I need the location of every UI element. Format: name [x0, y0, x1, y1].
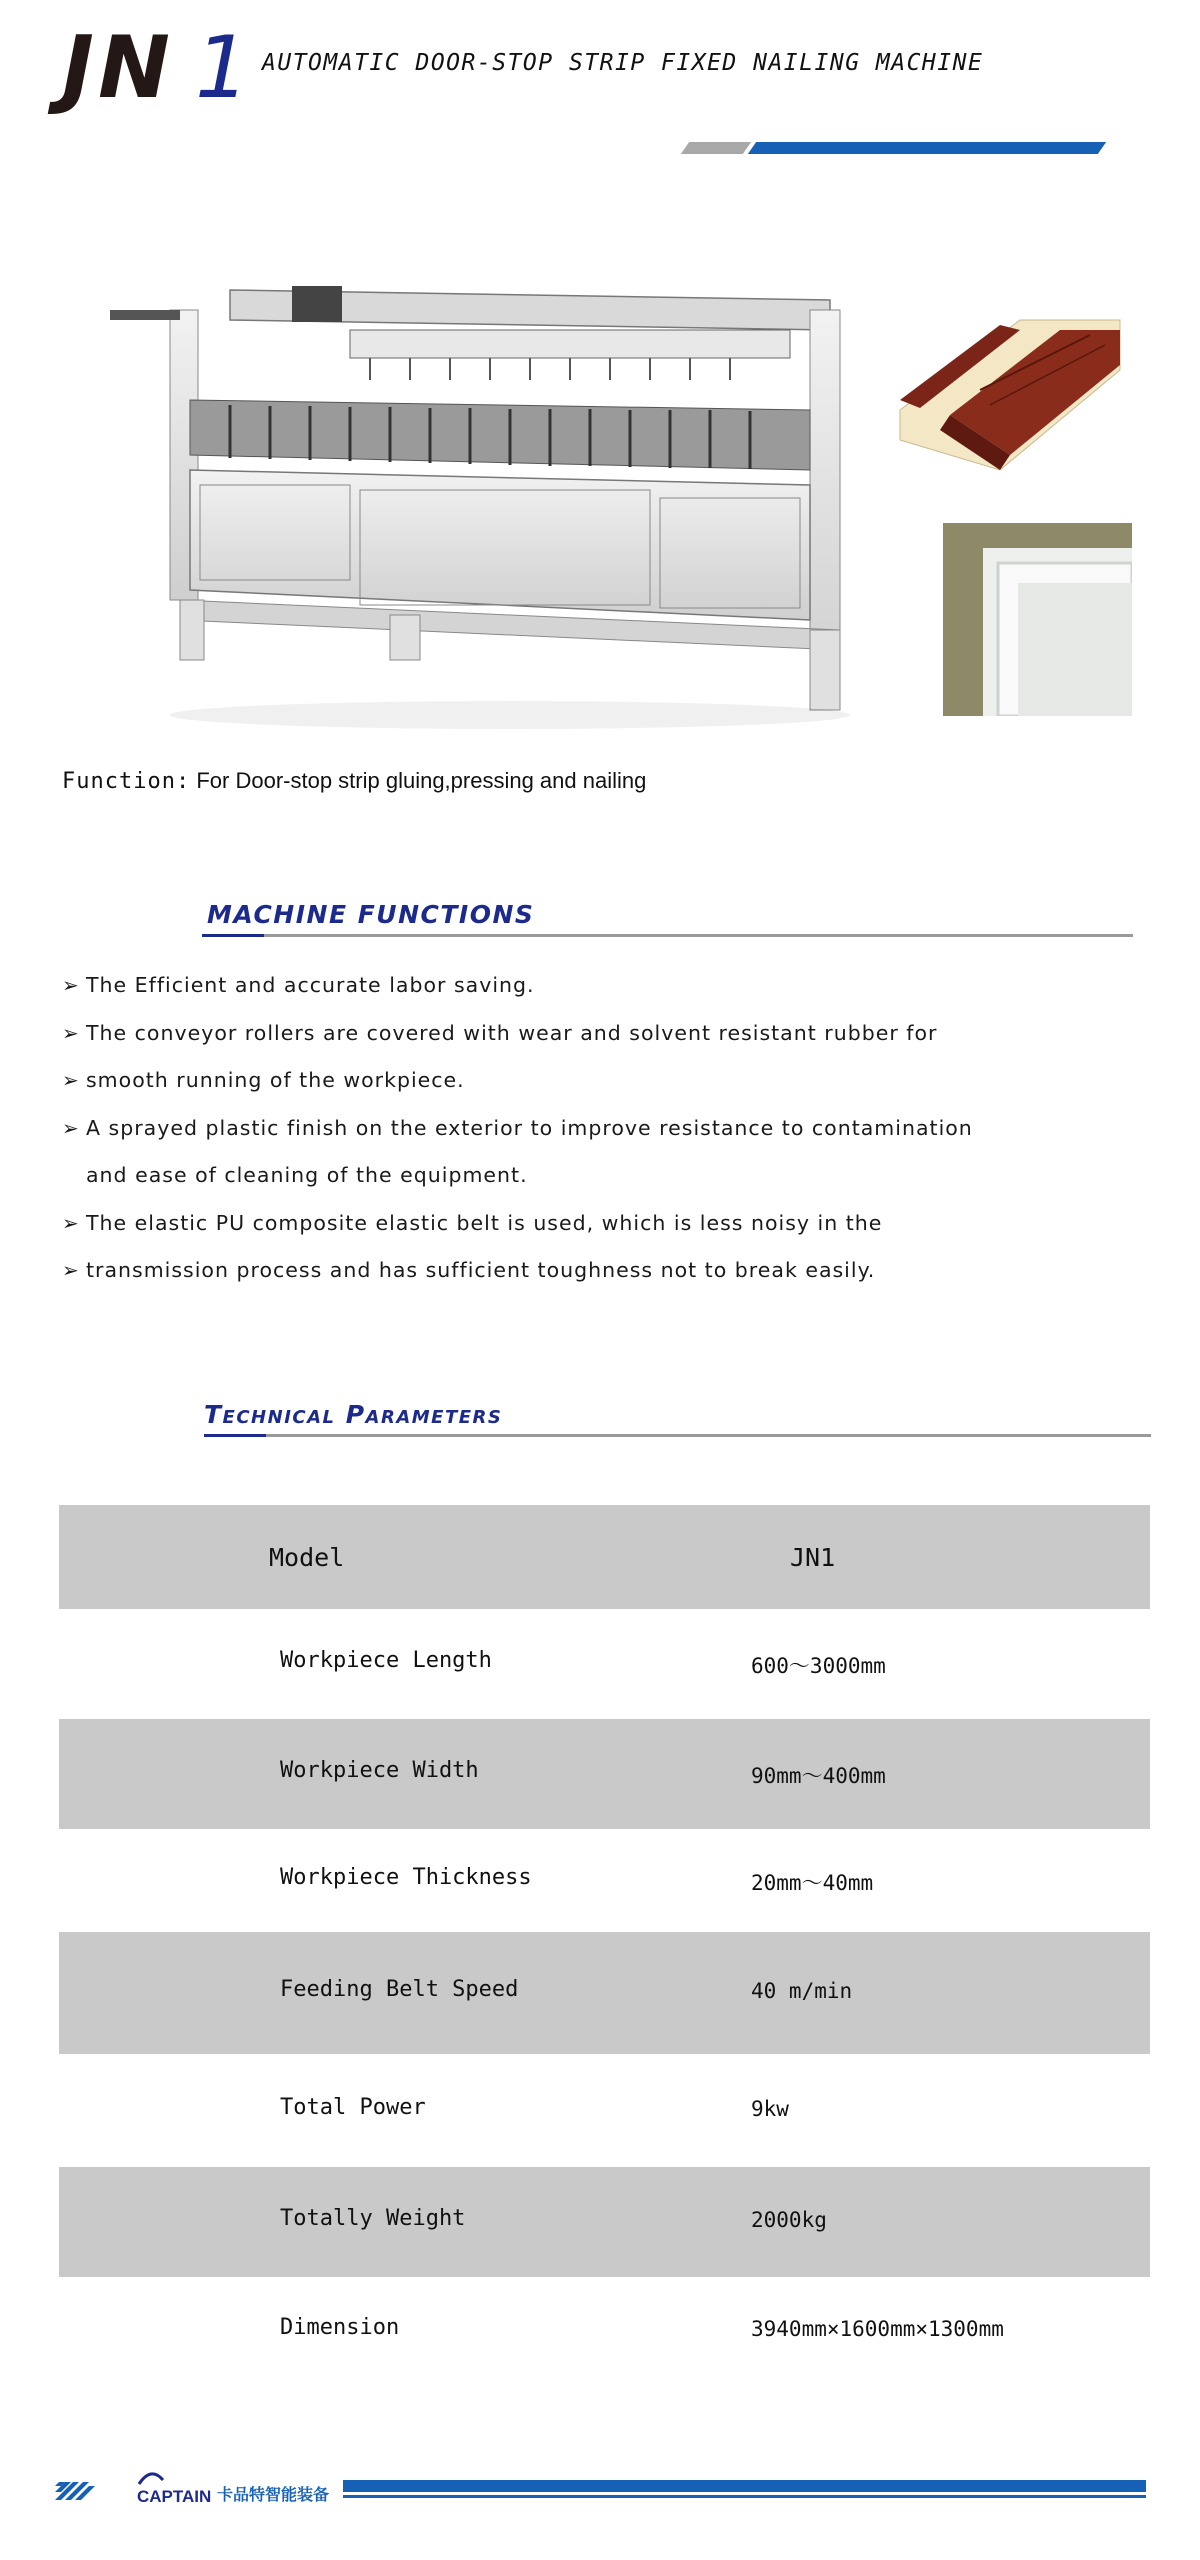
function-text: For Door-stop strip gluing,pressing and nailing: [196, 768, 647, 793]
captain-logo-icon: [137, 2470, 165, 2486]
param-value: 40 m/min: [751, 1979, 853, 2003]
function-label: Function:: [62, 769, 191, 794]
arrow-bullet-icon: ➢: [62, 1210, 80, 1235]
param-value: 90mm～400mm: [751, 1764, 886, 1788]
param-label: Workpiece Thickness: [280, 1864, 532, 1890]
door-panel-sample-image: [890, 310, 1130, 480]
table-header-label: Model: [269, 1543, 345, 1572]
param-value: 600～3000mm: [751, 1654, 886, 1678]
feature-item: [62, 1160, 1142, 1208]
table-header-value: JN1: [790, 1543, 836, 1572]
door-frame-photo: [943, 523, 1132, 716]
table-row: [59, 1932, 1150, 2054]
param-label: Dimension: [280, 2314, 400, 2340]
table-header-row: [59, 1505, 1150, 1609]
parameters-table: [59, 1505, 1150, 2384]
header-accent-blue: [748, 142, 1106, 154]
function-description: [62, 768, 646, 794]
feature-text: smooth running of the workpiece.: [86, 1068, 465, 1092]
param-value: 2000kg: [751, 2208, 827, 2232]
model-title: JN: [62, 18, 174, 118]
feature-item: [62, 1255, 1142, 1303]
feature-list: [62, 970, 1142, 1303]
heading-underline-gray: [264, 934, 1133, 937]
machine-functions-heading: MACHINE FUNCTIONS: [207, 900, 535, 929]
model-number: 1: [195, 18, 250, 118]
footer-brand: CAPTAIN: [137, 2487, 212, 2506]
param-label: Workpiece Length: [280, 1648, 492, 1673]
feature-text: The Efficient and accurate labor saving.: [86, 973, 535, 997]
param-label: Total Power: [280, 2094, 426, 2120]
feature-text: and ease of cleaning of the equipment.: [86, 1163, 528, 1187]
footer-bar: [343, 2480, 1146, 2492]
param-value: 20mm～40mm: [751, 1870, 874, 1895]
param-label: Totally Weight: [280, 2206, 466, 2231]
table-row: [59, 2277, 1150, 2384]
arrow-bullet-icon: ➢: [62, 1020, 80, 1045]
table-row: [59, 2054, 1150, 2167]
param-value: 3940mm×1600mm×1300mm: [751, 2316, 1004, 2341]
feature-text: A sprayed plastic finish on the exterior to improve resistance to contamination: [86, 1115, 973, 1140]
feature-text: transmission process and has sufficient toughness not to break easily.: [86, 1258, 876, 1282]
feature-text: The elastic PU composite elastic belt is used, which is less noisy in the: [86, 1210, 883, 1235]
table-row: [59, 1829, 1150, 1932]
table-row: [59, 2167, 1150, 2277]
param-label: Feeding Belt Speed: [280, 1977, 519, 2002]
technical-parameters-heading: Technical Parameters: [204, 1400, 503, 1429]
table-row: [59, 1719, 1150, 1829]
param-label: Workpiece Width: [280, 1758, 479, 1783]
arrow-bullet-icon: ➢: [62, 1068, 80, 1092]
feature-item: [62, 1065, 1142, 1113]
feature-item: [62, 970, 1142, 1018]
footer-stripes-icon: [55, 2482, 95, 2500]
param-value: 9kw: [751, 2096, 789, 2121]
table-row: [59, 1609, 1150, 1719]
heading-underline-blue: [202, 934, 264, 937]
footer-brand-cn: 卡品特智能装备: [217, 2485, 330, 2504]
heading-underline-gray: [266, 1434, 1151, 1437]
arrow-bullet-icon: ➢: [62, 973, 80, 997]
feature-item: [62, 1018, 1142, 1066]
machine-subtitle: AUTOMATIC DOOR-STOP STRIP FIXED NAILING MACHINE: [262, 50, 984, 76]
machine-illustration: [110, 270, 890, 740]
feature-item: [62, 1208, 1142, 1256]
feature-item: [62, 1113, 1142, 1161]
header-accent-gray: [681, 142, 751, 154]
footer-bar-thin: [343, 2495, 1146, 2498]
arrow-bullet-icon: ➢: [62, 1115, 80, 1140]
arrow-bullet-icon: ➢: [62, 1258, 80, 1282]
feature-text: The conveyor rollers are covered with wear and solvent resistant rubber for: [86, 1020, 938, 1045]
heading-underline-blue: [204, 1434, 266, 1437]
